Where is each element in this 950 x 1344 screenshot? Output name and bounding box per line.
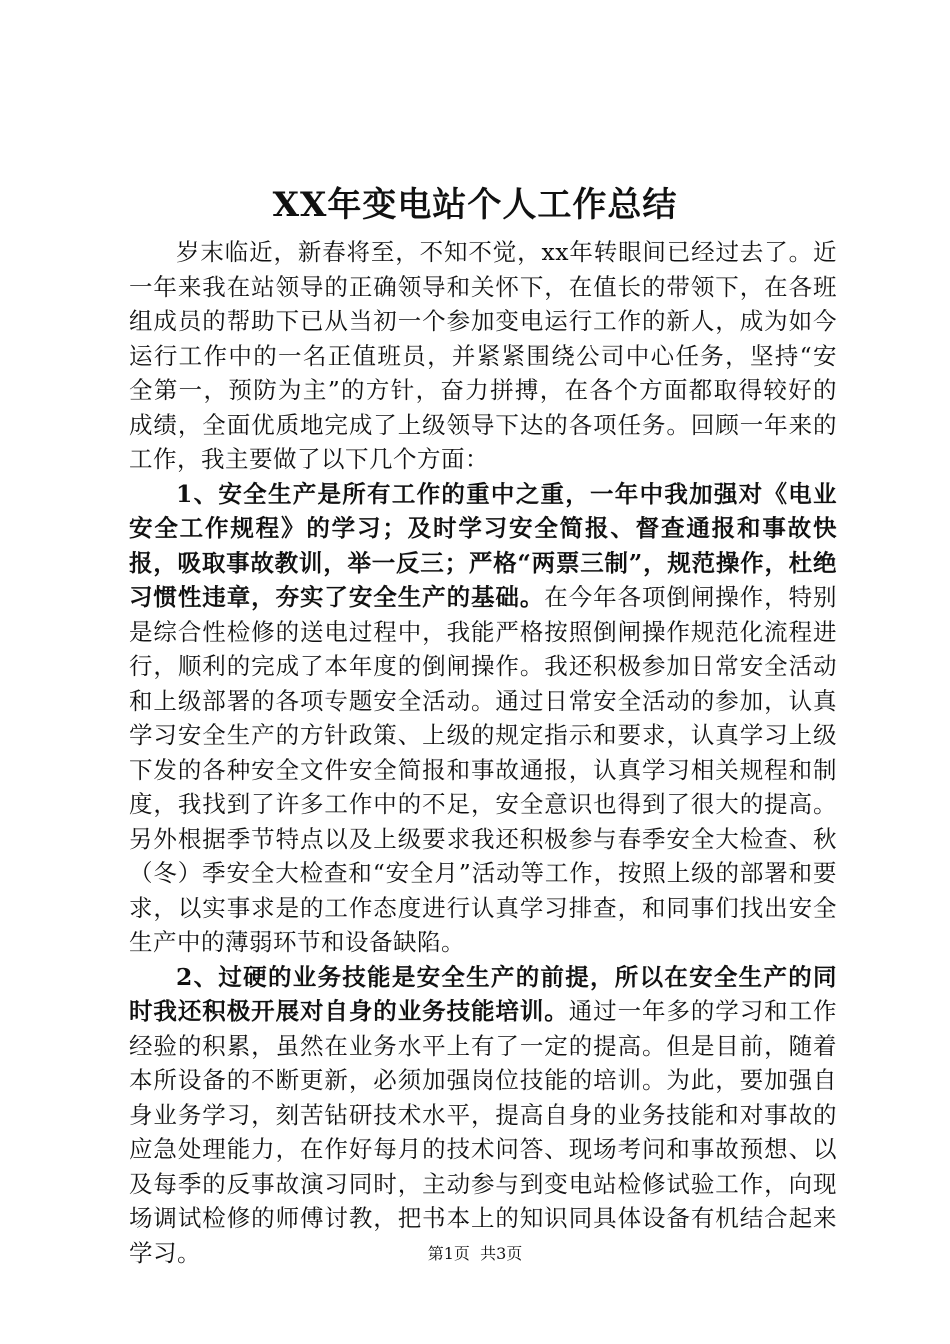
paragraph-safety: [129, 477, 837, 960]
paragraph-lead: 1、安全生产是所有工作的重中之重，一年中我加强对《电业安全工作规程》的学习；及时学习安全简报、督查通报和事故快报，吸取事故教训，举一反三；严格“两票三制”，规范操作，杜绝习惯性违章，夯实了安全生产的基础。: [129, 479, 837, 611]
page-number: 第1页 共3页: [427, 1244, 523, 1263]
page-footer: [0, 1244, 950, 1264]
paragraph-skills: [129, 960, 837, 1271]
document-body: [129, 235, 837, 1270]
paragraph-text: 通过一年多的学习和工作经验的积累，虽然在业务水平上有了一定的提高。但是目前，随着本所设备的不断更新，必须加强岗位技能的培训。为此，要加强自身业务学习，刻苦钻研技术水平，提高自身的业务技能和对事故的应急处理能力，在作好每月的技术问答、现场考问和事故预想、以及每季的反事故演习同时，主动参与到变电站检修试验工作，向现场调试检修的师傅讨教，把书本上的知识同具体设备有机结合起来学习。: [129, 997, 838, 1267]
paragraph-lead: 2、过硬的业务技能是安全生产的前提，所以在安全生产的同时我还积极开展对自身的业务技能培训。: [129, 962, 837, 1025]
paragraph-text: 岁末临近，新春将至，不知不觉，xx年转眼间已经过去了。近一年来我在站领导的正确领导和关怀下，在值长的带领下，在各班组成员的帮助下已从当初一个参加变电运行工作的新人，成为如今运行工作中的一名正值班员，并紧紧围绕公司中心任务，坚持“安全第一，预防为主”的方针，奋力拼搏，在各个方面都取得较好的成绩，全面优质地完成了上级领导下达的各项任务。回顾一年来的工作，我主要做了以下几个方面：: [129, 238, 837, 473]
paragraph-text: 在今年各项倒闸操作，特别是综合性检修的送电过程中，我能严格按照倒闸操作规范化流程进行，顺利的完成了本年度的倒闸操作。我还积极参加日常安全活动和上级部署的各项专题安全活动。通过日常安全活动的参加，认真学习安全生产的方针政策、上级的规定指示和要求，认真学习上级下发的各种安全文件安全简报和事故通报，认真学习相关规程和制度，我找到了许多工作中的不足，安全意识也得到了很大的提高。另外根据季节特点以及上级要求我还积极参与春季安全大检查、秋（冬）季安全大检查和“安全月”活动等工作，按照上级的部署和要求，以实事求是的工作态度进行认真学习排查，和同事们找出安全生产中的薄弱环节和设备缺陷。: [129, 583, 838, 956]
document-title: XX年变电站个人工作总结: [272, 185, 678, 225]
paragraph-intro: [129, 235, 837, 477]
